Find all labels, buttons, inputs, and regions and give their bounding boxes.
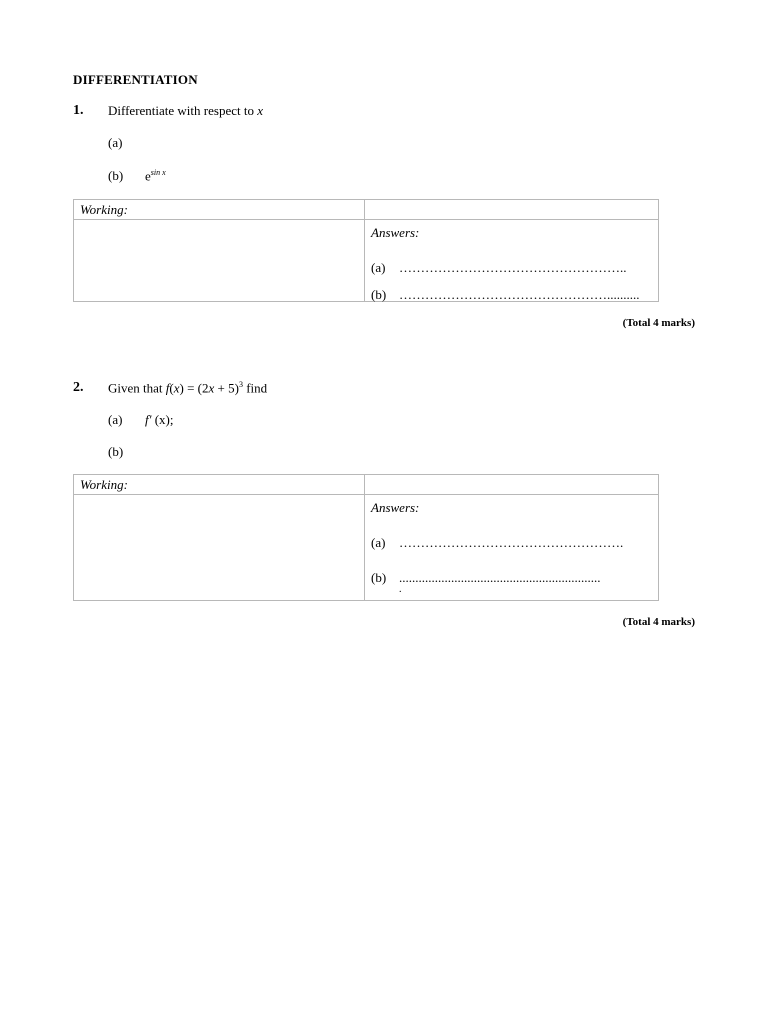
answer-line-a-dots: ……………………………………………. [399,535,624,550]
function-name: f [165,380,170,396]
derivative-symbol: f′ [145,412,152,427]
question-2-prompt: Given that [108,380,163,396]
answer-box-header [74,475,658,495]
question-1-part-a: (a) [108,135,123,150]
answer-line-b-label: (b) [371,287,387,302]
question-2-total-marks: (Total 4 marks) [622,616,695,628]
question-1-part-b-expression [145,168,166,184]
answer-line-a[interactable] [371,535,623,551]
answer-box-divider [364,475,365,600]
answer-line-b[interactable] [371,287,640,303]
question-2-number: 2. [73,380,84,395]
question-2-find: find [242,380,268,396]
answer-box-divider [364,200,365,301]
working-label: Working: [80,202,128,217]
answer-line-a[interactable] [371,260,627,276]
answer-line-b-dots: .............................................................. [399,570,601,585]
question-1-prompt: Differentiate with respect to [108,103,254,118]
answers-label: Answers: [371,225,420,240]
question-2-answer-box [73,474,659,601]
answer-line-b-label: (b) [371,570,387,585]
expression-exponent: sin x [150,168,166,177]
question-1-answer-box [73,199,659,302]
question-2-part-a-expression [145,412,174,428]
answer-box-header [74,200,658,220]
question-2-text: Given that $f(x) = (2x + 5)^3$ find [108,380,268,396]
answer-line-b-dots: ………………………………………….......... [399,287,640,302]
answer-line-a-label: (a) [371,535,386,550]
question-1-number: 1. [73,103,84,118]
function-equals: ) = (2 [179,380,209,396]
question-1-text [108,103,263,119]
answers-label: Answers: [371,500,420,515]
question-1-part-b: (b) [108,168,124,183]
answer-line-b[interactable] [371,570,601,586]
function-variable: x [173,380,180,396]
function-power: 3 [238,380,243,389]
function-rest: + 5) [214,380,239,396]
question-2-part-b: (b) [108,444,124,459]
expression-base: e [145,168,151,184]
question-1-variable: x [257,103,263,118]
answer-line-b-overflow: . [399,584,402,595]
answer-line-a-dots: …………………………………………….. [399,260,627,275]
answer-line-a-label: (a) [371,260,386,275]
question-1-total-marks: (Total 4 marks) [622,317,695,329]
working-label: Working: [80,477,128,492]
function-inner-variable: x [208,380,215,396]
derivative-argument: (x); [151,412,174,427]
page-title: DIFFERENTIATION [73,72,198,87]
question-2-part-a: (a) [108,412,123,427]
